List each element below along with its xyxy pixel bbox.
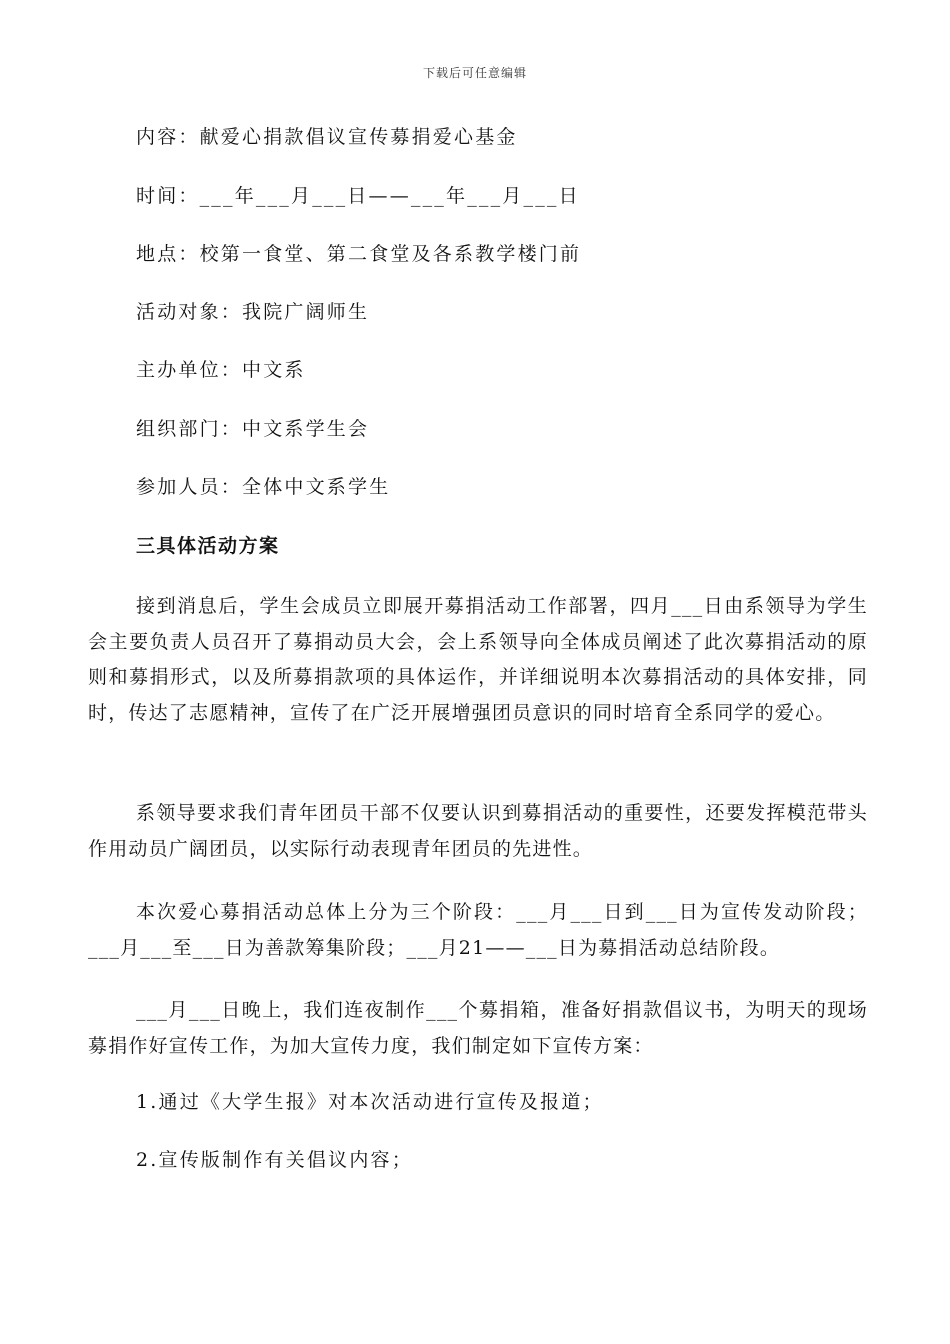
paragraph-stages: 本次爱心募捐活动总体上分为三个阶段：___月___日到___日为宣传发动阶段；___月___至___日为善款筹集阶段；___月21——___日为募捐活动总结阶段。 <box>88 901 868 959</box>
header-note: 下载后可任意编辑 <box>422 66 527 80</box>
paragraph-requirements: 系领导要求我们青年团员干部不仅要认识到募捐活动的重要性，还要发挥模范带头作用动员广阔团员，以实际行动表现青年团员的先进性。 <box>88 802 868 860</box>
paragraph-preparation: ___月___日晚上，我们连夜制作___个募捐箱，准备好捐款倡议书，为明天的现场募捐作好宣传工作，为加大宣传力度，我们制定如下宣传方案： <box>88 999 868 1057</box>
info-time: 时间：___年___月___日——___年___月___日 <box>136 185 580 207</box>
section-heading: 三具体活动方案 <box>136 535 280 557</box>
info-participants: 参加人员：全体中文系学生 <box>136 476 391 498</box>
list-item-board: 2.宣传版制作有关倡议内容； <box>136 1149 413 1171</box>
info-place: 地点：校第一食堂、第二食堂及各系教学楼门前 <box>136 243 582 265</box>
info-department: 组织部门：中文系学生会 <box>136 418 370 440</box>
info-organizer: 主办单位：中文系 <box>136 359 306 381</box>
info-target: 活动对象：我院广阔师生 <box>136 301 370 323</box>
list-item-newspaper: 1.通过《大学生报》对本次活动进行宣传及报道； <box>136 1091 604 1113</box>
info-content: 内容：献爱心捐款倡议宣传募捐爱心基金 <box>136 126 518 148</box>
paragraph-mobilization: 接到消息后，学生会成员立即展开募捐活动工作部署，四月___日由系领导为学生会主要负责人员召开了募捐动员大会，会上系领导向全体成员阐述了此次募捐活动的原则和募捐形式，以及所募捐款项的具体运作，并详细说明本次募捐活动的具体安排，同时，传达了志愿精神，宣传了在广泛开展增强团员意识的同时培育全系同学的爱心。 <box>88 595 868 724</box>
